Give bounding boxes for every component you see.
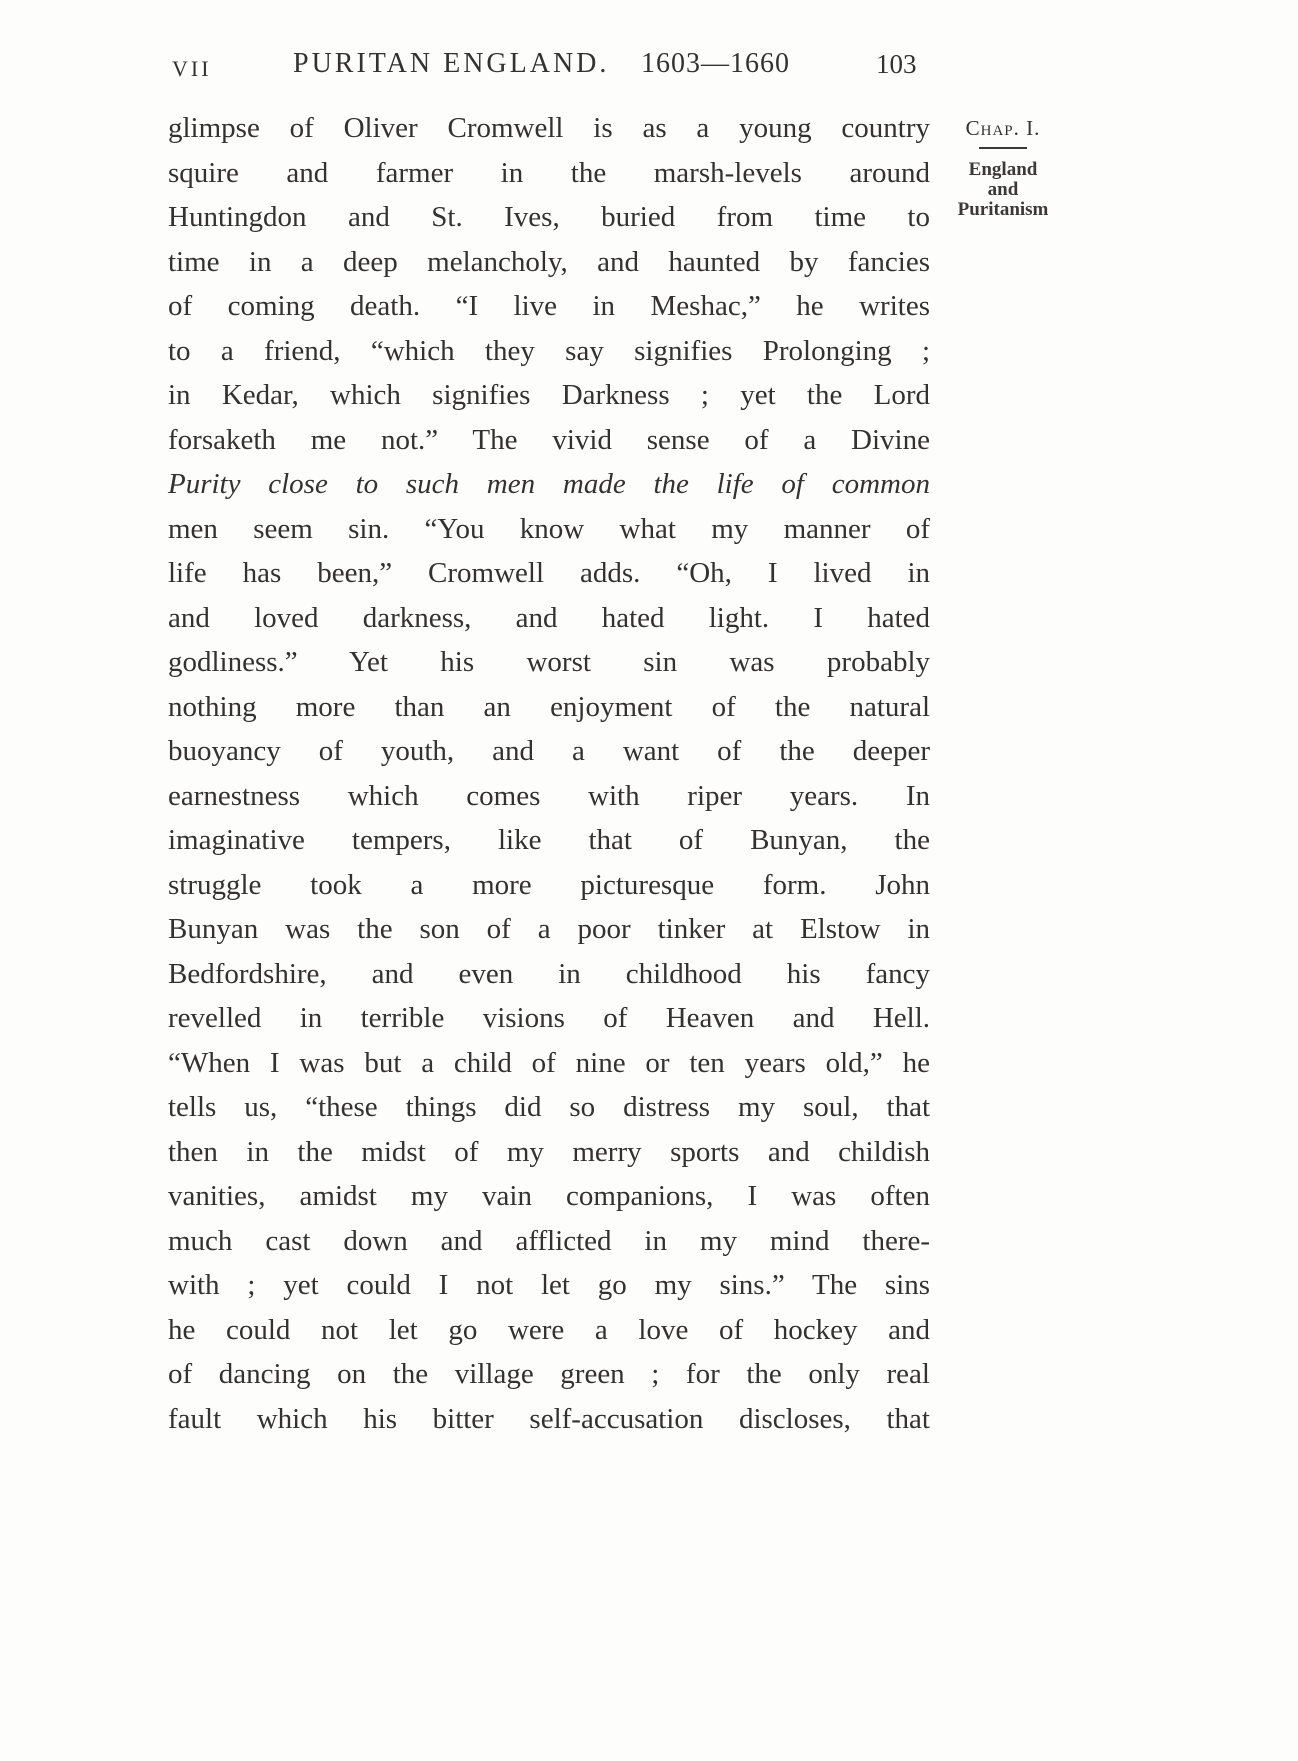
text-line: godliness.” Yet his worst sin was probably	[168, 646, 930, 678]
text-line: and loved darkness, and hated light. I hated	[168, 601, 930, 634]
text-line: earnestness which comes with riper years. In	[168, 779, 930, 812]
text-line: fault which his bitter self-accusation discloses, that	[168, 1402, 930, 1435]
text-line: buoyancy of youth, and a want of the deeper	[168, 735, 930, 767]
text-line: glimpse of Oliver Cromwell is as a young country	[168, 112, 930, 144]
sidenote-chapter-label: Chap. I.	[965, 116, 1041, 140]
sidenote-line: England	[968, 159, 1038, 180]
text-line: nothing more than an enjoyment of the natural	[168, 690, 930, 723]
running-head	[0, 46, 1298, 86]
margin-sidenote	[933, 116, 1073, 220]
page-title: PURITAN ENGLAND.	[293, 48, 610, 79]
text-line: struggle took a more picturesque form. John	[168, 868, 930, 901]
text-line: of coming death. “I live in Meshac,” he writes	[168, 290, 930, 322]
text-line: time in a deep melancholy, and haunted by fancies	[168, 245, 930, 278]
text-line: Bedfordshire, and even in childhood his fancy	[168, 957, 930, 990]
text-line: Huntingdon and St. Ives, buried from time to	[168, 201, 930, 233]
text-line: squire and farmer in the marsh-levels around	[168, 156, 930, 189]
text-line: men seem sin. “You know what my manner of	[168, 512, 930, 545]
text-line: of dancing on the village green ; for the only real	[168, 1358, 930, 1390]
text-line: life has been,” Cromwell adds. “Oh, I lived in	[168, 557, 930, 589]
body-text	[168, 106, 930, 1441]
text-line: with ; yet could I not let go my sins.” The sins	[168, 1269, 930, 1301]
chapter-numeral: VII	[172, 56, 212, 81]
text-line: to a friend, “which they say signifies Prolonging ;	[168, 334, 930, 367]
sidenote-rule	[979, 147, 1027, 149]
text-line: in Kedar, which signifies Darkness ; yet the Lord	[168, 379, 930, 411]
text-line: vanities, amidst my vain companions, I was often	[168, 1180, 930, 1212]
sidenote-line: Puritanism	[957, 199, 1049, 220]
text-line: forsaketh me not.” The vivid sense of a Divine	[168, 423, 930, 456]
text-line: “When I was but a child of nine or ten years old,” he	[168, 1046, 930, 1079]
text-line: much cast down and afflicted in my mind there-	[168, 1224, 930, 1257]
text-line: Bunyan was the son of a poor tinker at Elstow in	[168, 913, 930, 945]
text-line: imaginative tempers, like that of Bunyan, the	[168, 824, 930, 856]
date-range: 1603—1660	[641, 48, 790, 79]
text-line: then in the midst of my merry sports and childish	[168, 1135, 930, 1168]
text-line: Purity close to such men made the life of common	[168, 468, 930, 500]
text-line: he could not let go were a love of hockey and	[168, 1313, 930, 1346]
page-number: 103	[876, 49, 917, 79]
text-line: revelled in terrible visions of Heaven and Hell.	[168, 1002, 930, 1034]
text-line: tells us, “these things did so distress my soul, that	[168, 1091, 930, 1123]
sidenote-line: and	[987, 179, 1019, 200]
